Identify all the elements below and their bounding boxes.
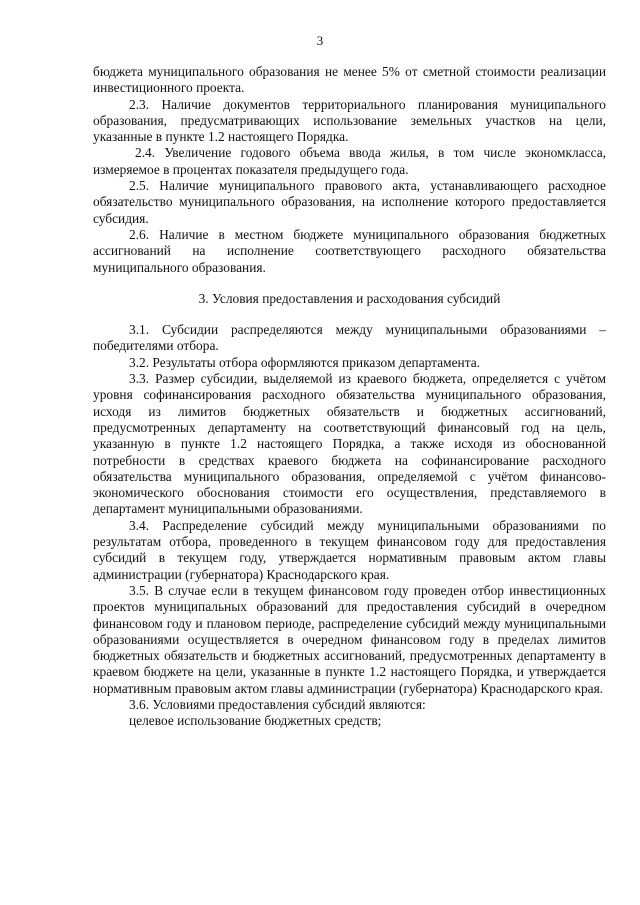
paragraph-2-2-continuation: бюджета муниципального образования не менее 5% от сметной стоимости реализации инвестиционного проекта. bbox=[93, 64, 606, 96]
paragraph-3-5: 3.5. В случае если в текущем финансовом году проведен отбор инвестиционных проектов муниципальных образований для предоставления субсидий в очередном финансовом году и плановом периоде, распределение субсидий между муниципальными образованиями осуществляется в очередном финансовом году в пределах лимитов бюджетных обязательств и бюджетных ассигнований, предусмотренных департаменту в краевом бюджете на цели, указанные в пункте 1.2 настоящего Порядка, и утверждается нормативным правовым актом главы администрации (губернатора) Краснодарского края. bbox=[93, 582, 606, 696]
paragraph-3-6-item: целевое использование бюджетных средств; bbox=[129, 713, 382, 729]
paragraph-2-3: 2.3. Наличие документов территориального планирования муниципального образования, предусматривающих использование земельных участков на цели, указанные в пункте 1.2 настоящего Порядка. bbox=[93, 96, 606, 145]
paragraph-3-1: 3.1. Субсидии распределяются между муниципальными образованиями – победителями отбора. bbox=[93, 322, 606, 354]
section-heading: 3. Условия предоставления и расходования субсидий bbox=[198, 290, 501, 306]
paragraph-2-6: 2.6. Наличие в местном бюджете муниципального образования бюджетных ассигнований на исполнение соответствующего расходного обязательства муниципального образования. bbox=[93, 226, 606, 275]
paragraph-3-6: 3.6. Условиями предоставления субсидий являются: bbox=[129, 696, 426, 712]
paragraph-2-5: 2.5. Наличие муниципального правового акта, устанавливающего расходное обязательство муниципального образования, на исполнение которого предоставляется субсидия. bbox=[93, 178, 606, 226]
page-number: 3 bbox=[316, 33, 324, 48]
paragraph-2-4: 2.4. Увеличение годового объема ввода жилья, в том числе экономкласса, измеряемое в процентах показателя предыдущего года. bbox=[93, 145, 606, 177]
paragraph-3-2: 3.2. Результаты отбора оформляются приказом департамента. bbox=[129, 354, 481, 370]
paragraph-3-4: 3.4. Распределение субсидий между муниципальными образованиями по результатам отбора, проведенного в текущем финансовом году для предоставления субсидий в текущем году, утверждается нормативным правовым актом главы администрации (губернатора) Краснодарского края. bbox=[93, 517, 606, 582]
document-body bbox=[93, 64, 606, 730]
paragraph-3-3: 3.3. Размер субсидии, выделяемой из краевого бюджета, определяется с учётом уровня софинансирования расходного обязательства муниципального образования, исходя из лимитов бюджетных обязательств и бюджетных ассигнований, предусмотренных департаменту на соответствующий финансовый год на цель, указанную в пункте 1.2 настоящего Порядка, а также исходя из обоснованной потребности в средствах краевого бюджета на софинансирование расходного обязательства муниципального образования, определяемой с учётом финансово-экономического обоснования стоимости его осуществления, представляемого в департамент муниципальными образованиями. bbox=[93, 371, 606, 517]
